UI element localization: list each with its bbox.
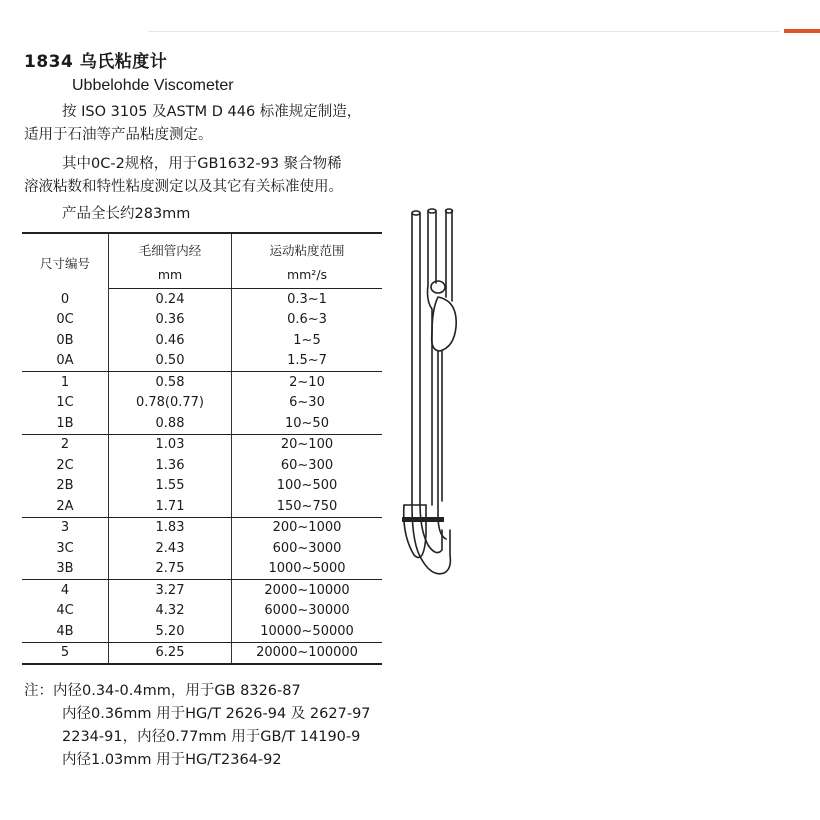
cell-range: 1000~5000 [232,559,383,580]
table-row [22,330,382,351]
cell-size: 1 [22,372,109,393]
cell-size: 0B [22,330,109,351]
table-row [22,580,382,601]
note-line: 内径0.36mm 用于HG/T 2626-94 及 2627-97 [62,706,371,722]
cell-range: 6000~30000 [264,603,350,619]
intro-line: 其中0C-2规格，用于GB1632-93 聚合物稀 [62,156,342,172]
cell-range: 10000~50000 [232,621,383,642]
intro-line: 按 ISO 3105 及ASTM D 446 标准规定制造， [62,104,362,120]
intro-paragraph-2 [24,153,343,199]
cell-range: 150~750 [232,496,383,517]
cell-diameter: 0.46 [109,330,232,351]
table-row [22,351,382,372]
table-row [22,413,382,434]
cell-size: 3B [22,559,109,580]
cell-diameter: 0.58 [109,372,232,393]
cell-size: 4B [22,621,109,642]
notes-block [24,680,371,772]
note-line: 2234-91，内径0.77mm 用于GB/T 14190-9 [62,729,361,745]
cell-size: 2A [22,496,109,517]
cell-size: 0A [22,351,109,372]
cell-size: 2C [22,455,109,476]
cell-range: 100~500 [276,478,338,494]
cell-diameter: 0.36 [109,310,232,331]
cell-size: 1B [22,413,109,434]
table-row [22,621,382,642]
cell-diameter: 1.55 [109,476,232,497]
note-line: 注：内径0.34-0.4mm，用于GB 8326-87 [24,683,301,699]
cell-range: 60~300 [280,457,334,473]
cell-diameter: 2.43 [109,538,232,559]
cell-diameter: 1.83 [109,517,232,538]
cell-diameter: 0.78(0.77) [109,393,232,414]
cell-range: 1~5 [293,332,321,348]
cell-diameter: 0.88 [109,413,232,434]
intro-paragraph-1 [24,101,361,147]
product-subtitle: Ubbelohde Viscometer [72,77,234,94]
cell-range: 6~30 [289,395,325,411]
viscometer-illustration [392,205,472,595]
header-range-unit: mm²/s [232,262,383,289]
accent-bar [784,29,820,33]
cell-diameter: 1.71 [109,496,232,517]
table-row [22,496,382,517]
intro-line: 适用于石油等产品粘度测定。 [24,127,213,143]
table-row [22,538,382,559]
cell-diameter: 0.50 [109,351,232,372]
cell-range: 10~50 [232,413,383,434]
header-range: 运动粘度范围 [232,233,383,262]
cell-range: 1.5~7 [232,351,383,372]
table-row [22,393,382,414]
cell-size: 3 [22,517,109,538]
cell-range: 0.6~3 [287,312,327,328]
table-row [22,601,382,622]
cell-range: 200~1000 [272,520,342,536]
cell-diameter: 4.32 [109,601,232,622]
note-line: 内径1.03mm 用于HG/T2364-92 [62,752,282,768]
table-row [22,642,382,664]
cell-diameter: 0.24 [109,289,232,310]
product-title: 1834 乌氏粘度计 [24,52,168,72]
header-diameter: 毛细管内经 [109,233,232,262]
table-row [22,455,382,476]
cell-size: 4 [22,580,109,601]
table-row [22,559,382,580]
table-row [22,310,382,331]
cell-size: 4C [22,601,109,622]
cell-range: 20000~100000 [232,642,383,664]
cell-size: 2 [22,434,109,455]
cell-range: 600~3000 [272,540,342,556]
cell-diameter: 1.03 [109,434,232,455]
cell-range: 2~10 [289,374,325,390]
cell-size: 5 [22,642,109,664]
table-row [22,476,382,497]
table-row [22,372,382,393]
top-divider-line [148,31,780,32]
cell-range: 0.3~1 [287,291,327,307]
table-row [22,289,382,310]
cell-size: 2B [22,476,109,497]
cell-range: 20~100 [280,437,334,453]
header-diameter-unit: mm [109,262,232,289]
cell-diameter: 2.75 [109,559,232,580]
cell-size: 0C [22,310,109,331]
length-note: 产品全长约283mm [62,206,191,222]
intro-line: 溶液粘数和特性粘度测定以及其它有关标准使用。 [24,179,343,195]
cell-diameter: 1.36 [109,455,232,476]
cell-size: 1C [22,393,109,414]
cell-size: 3C [22,538,109,559]
cell-diameter: 6.25 [109,642,232,664]
cell-diameter: 3.27 [109,580,232,601]
table-row [22,517,382,538]
spec-table [22,232,382,665]
cell-size: 0 [22,289,109,310]
header-size: 尺寸编号 [22,233,109,289]
cell-range: 2000~10000 [264,582,350,598]
cell-diameter: 5.20 [109,621,232,642]
table-row [22,434,382,455]
